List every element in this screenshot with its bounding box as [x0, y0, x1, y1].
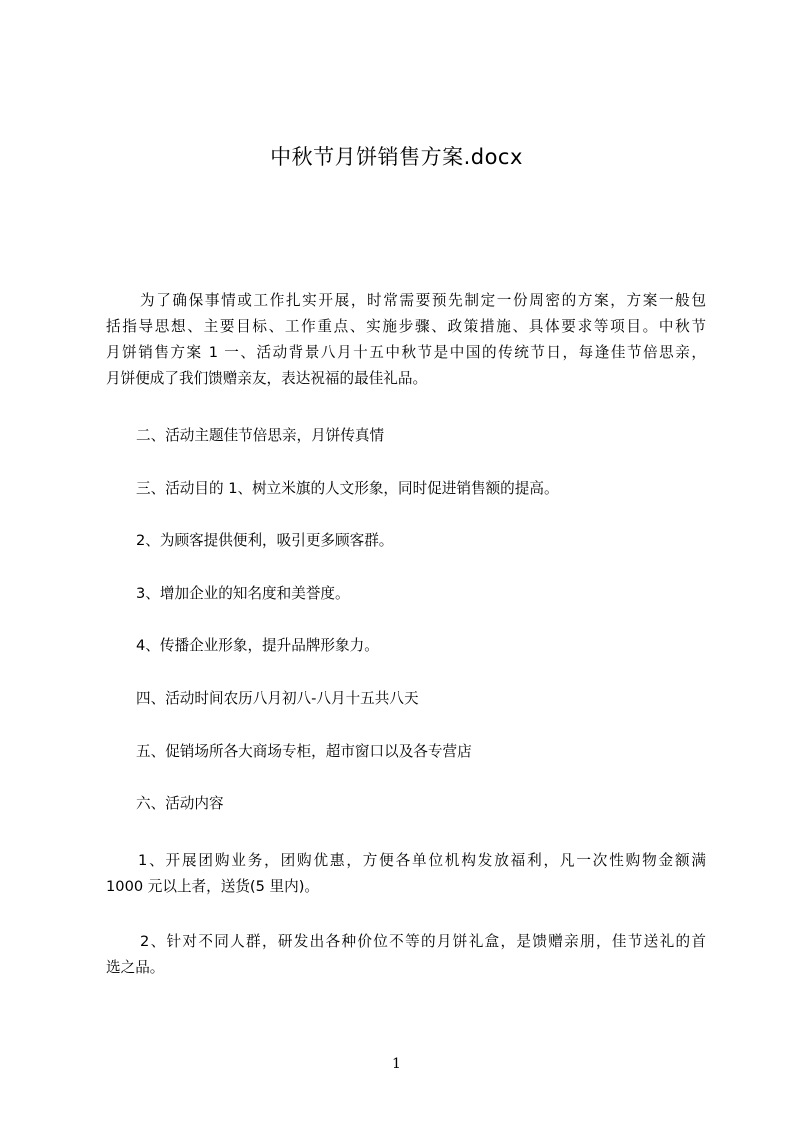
content-item-1-line-1: 1、开展团购业务，团购优惠，方便各单位机构发放福利，凡一次性购物金额满	[138, 852, 706, 869]
content-item-2-line-1: 2、针对不同人群，研发出各种价位不等的月饼礼盒，是馈赠亲朋，佳节送礼的首	[140, 933, 706, 950]
intro-line-4: 月饼便成了我们馈赠亲友，表达祝福的最佳礼品。	[106, 370, 428, 387]
content-item-2	[106, 929, 706, 981]
content-item-2-line-2: 选之品。	[106, 959, 165, 976]
goal-item-2: 2、为顾客提供便利，吸引更多顾客群。	[136, 532, 394, 549]
document-title: 中秋节月饼销售方案.docx	[270, 145, 523, 169]
content-item-1-line-2: 1000 元以上者，送货(5 里内)。	[106, 878, 320, 895]
intro-line-3: 月饼销售方案 1 一、活动背景八月十五中秋节是中国的传统节日，每逢佳节倍思亲，	[106, 344, 706, 361]
content-item-1	[106, 848, 706, 900]
intro-paragraph	[106, 288, 706, 392]
section-content: 六、活动内容	[136, 795, 224, 812]
intro-line-2: 括指导思想、主要目标、工作重点、实施步骤、政策措施、具体要求等项目。中秋节	[106, 318, 706, 335]
section-goal: 三、活动目的 1、树立米旗的人文形象，同时促进销售额的提高。	[136, 480, 559, 497]
section-theme: 二、活动主题佳节倍思亲，月饼传真情	[136, 427, 385, 444]
intro-line-1: 为了确保事情或工作扎实开展，时常需要预先制定一份周密的方案，方案一般包	[140, 292, 706, 309]
page-number: 1	[392, 1056, 401, 1072]
section-time: 四、活动时间农历八月初八-八月十五共八天	[136, 690, 419, 707]
goal-item-4: 4、传播企业形象，提升品牌形象力。	[136, 637, 379, 654]
section-place: 五、促销场所各大商场专柜，超市窗口以及各专营店	[136, 743, 472, 760]
goal-item-3: 3、增加企业的知名度和美誉度。	[136, 585, 350, 602]
